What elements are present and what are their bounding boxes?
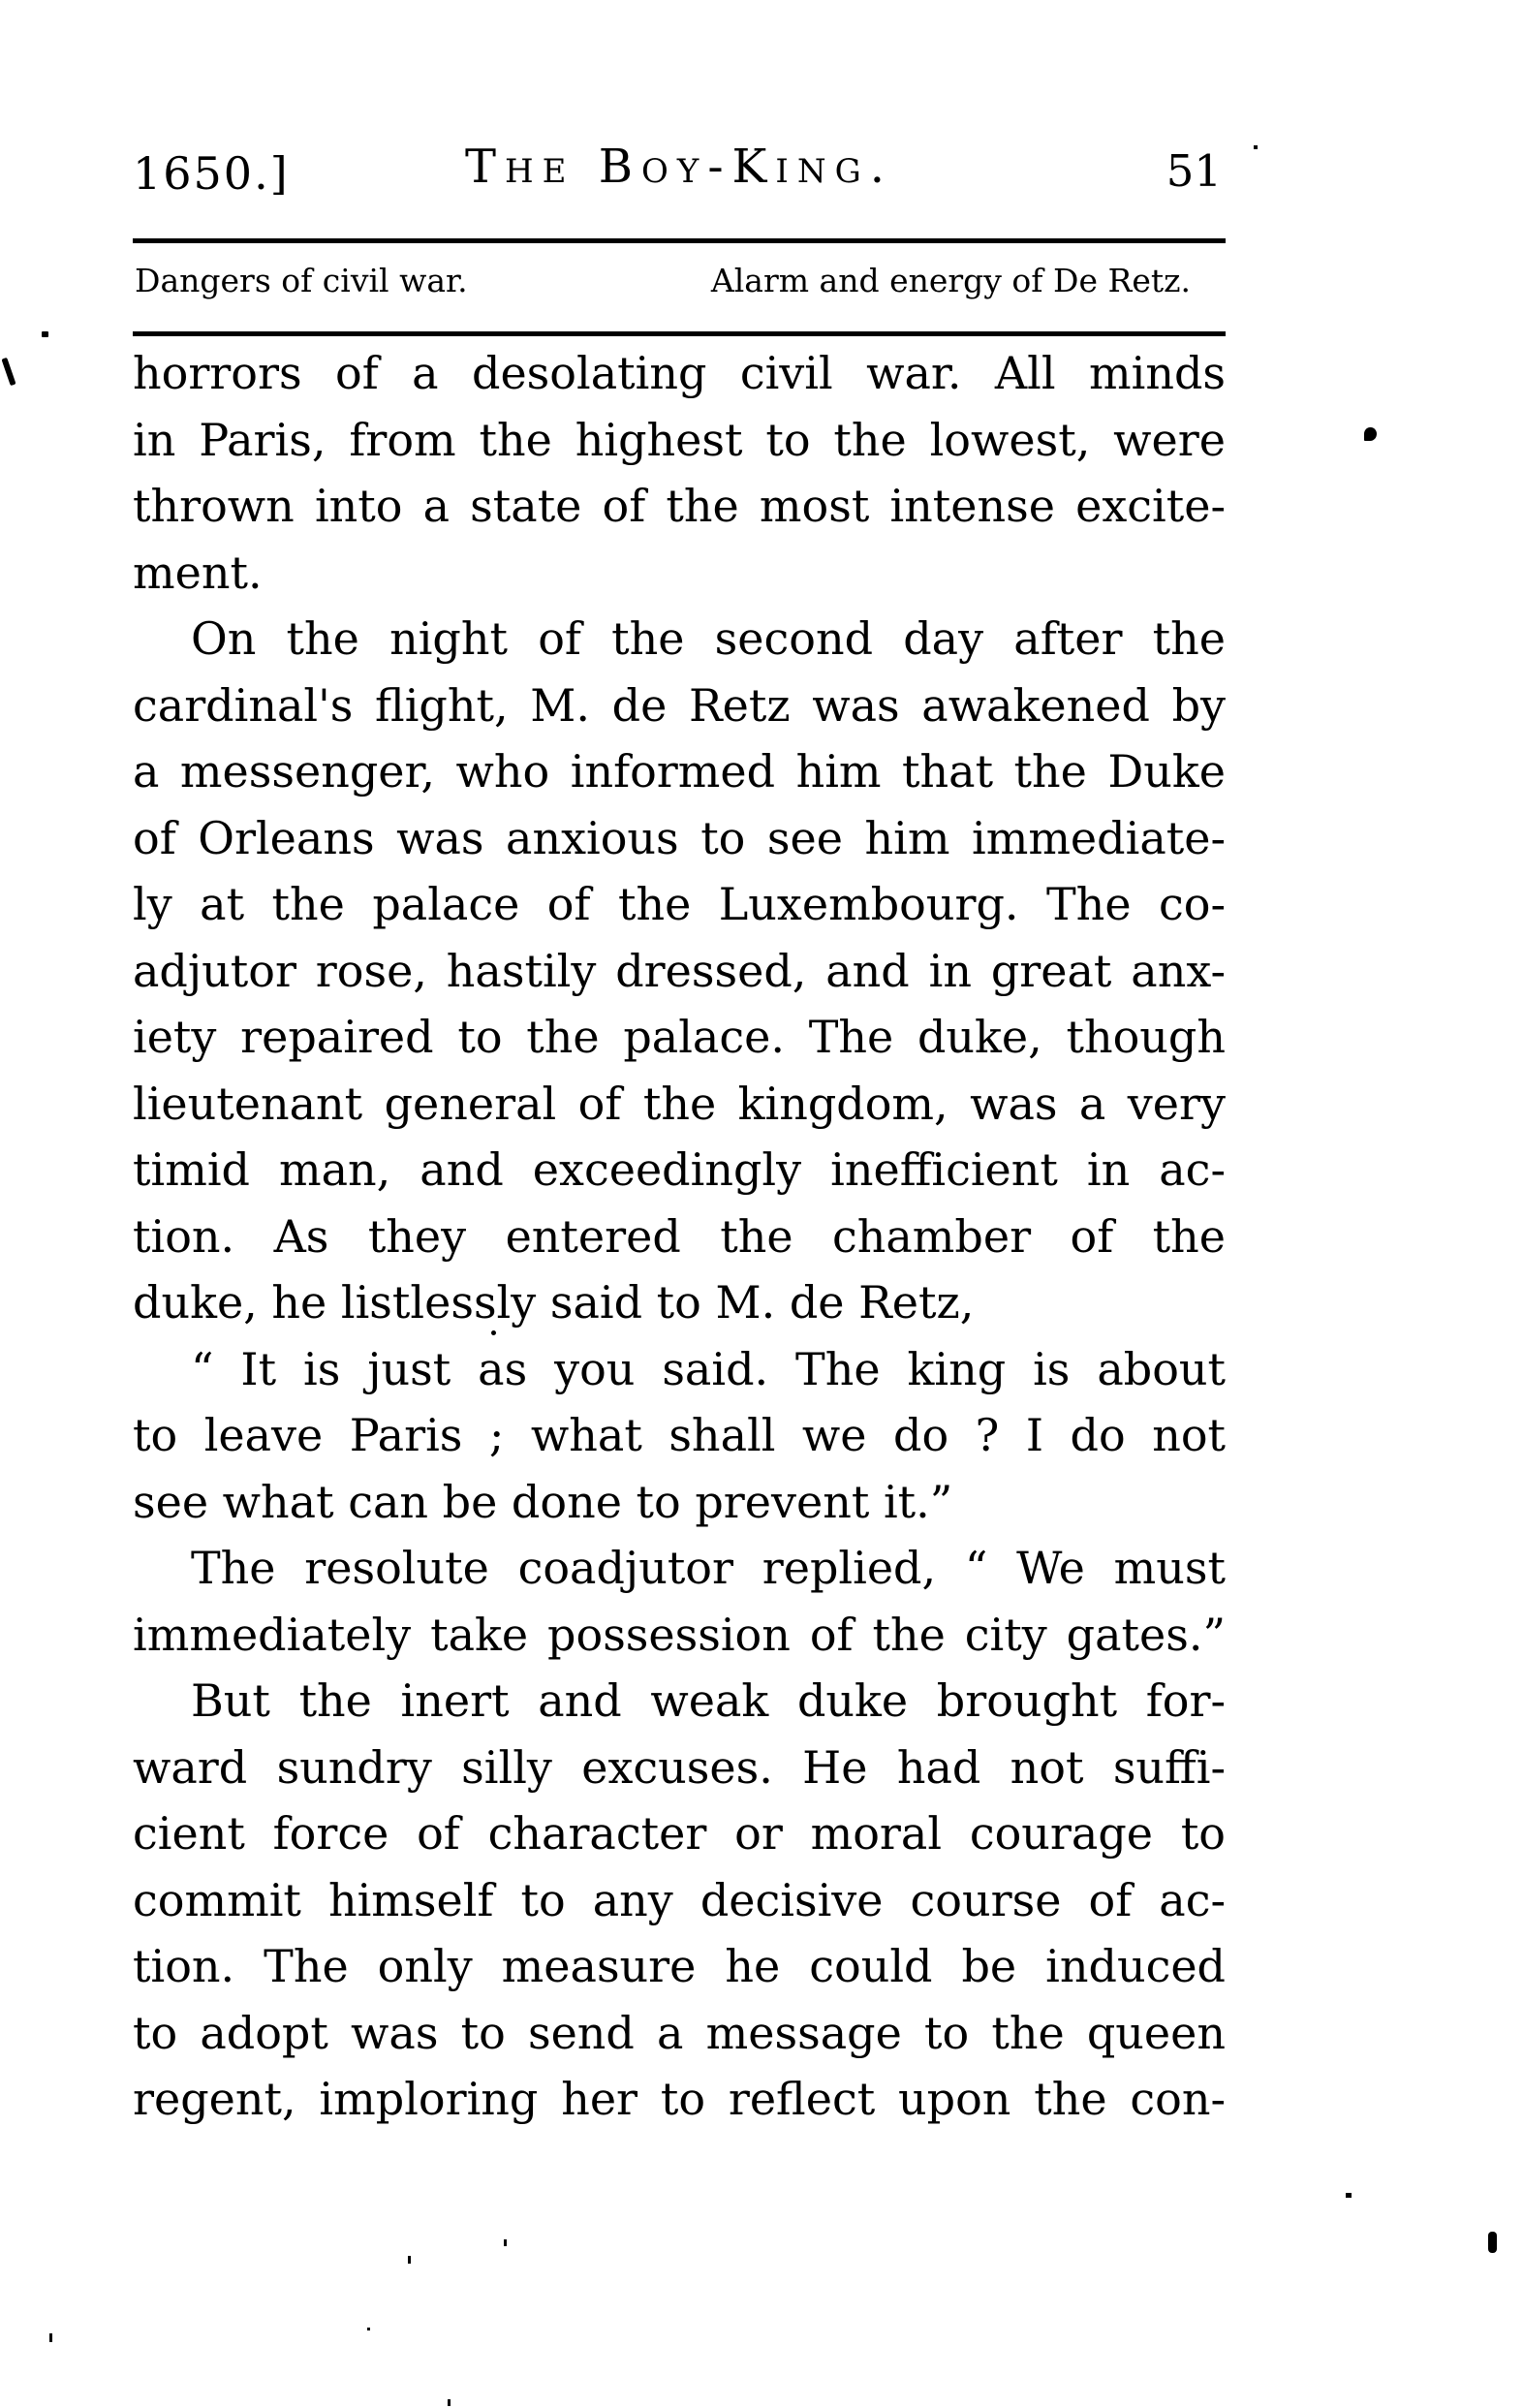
scan-artifact-blot [1364, 427, 1377, 441]
scan-artifact-dot [1346, 2193, 1352, 2198]
body-line: horrors of a desolating civil war. All minds [133, 347, 1226, 399]
scan-artifact-speck [448, 2399, 451, 2406]
scan-artifact-dot [491, 1330, 496, 1335]
paragraph-4 [133, 1535, 1226, 1668]
header-rule-bottom [133, 331, 1226, 336]
body-text [133, 340, 1226, 2133]
body-line: to adopt was to send a message to the queen [133, 2006, 1226, 2059]
scan-artifact-dot [1254, 145, 1258, 149]
scan-artifact-speck [408, 2256, 411, 2264]
body-line: ward sundry silly excuses. He had not suffi- [133, 1740, 1226, 1794]
body-line: ment. [133, 546, 263, 599]
body-line: duke, he listlessly said to M. de Retz, [133, 1276, 975, 1329]
body-line: regent, imploring her to reflect upon the con- [133, 2073, 1226, 2125]
running-head-right: Alarm and energy of De Retz. [710, 262, 1191, 299]
body-line: adjutor rose, hastily dressed, and in great anx- [133, 944, 1226, 997]
scan-artifact-speck [504, 2239, 507, 2246]
paragraph-2 [133, 606, 1226, 1336]
scan-artifact-speck [49, 2333, 52, 2342]
paragraph-1 [133, 340, 1226, 606]
page-title: The Boy-King. [464, 140, 893, 194]
header-rule-top [133, 238, 1226, 243]
running-heads [135, 262, 1226, 299]
body-line: tion. As they entered the chamber of the [133, 1209, 1226, 1263]
body-line: cient force of character or moral courage to [133, 1807, 1226, 1860]
paragraph-5 [133, 1668, 1226, 2133]
body-line: The resolute coadjutor replied, “ We must [191, 1542, 1226, 1594]
paragraph-3 [133, 1336, 1226, 1536]
body-line: cardinal's flight, M. de Retz was awakened by [133, 678, 1226, 732]
running-head-left: Dangers of civil war. [135, 262, 468, 299]
scan-artifact-blot [1488, 2232, 1497, 2253]
body-line: timid man, and exceedingly inefficient in ac- [133, 1143, 1226, 1196]
body-line: “ It is just as you said. The king is about [191, 1342, 1226, 1395]
body-line: to leave Paris ; what shall we do ? I do not [133, 1409, 1226, 1461]
page-header [133, 140, 1226, 207]
header-date: 1650.] [133, 147, 290, 200]
body-line: of Orleans was anxious to see him immediate- [133, 811, 1226, 864]
body-line: tion. The only measure he could be induced [133, 1940, 1226, 1992]
body-line: immediately take possession of the city gates.” [133, 1608, 1226, 1661]
body-line: see what can be done to prevent it.” [133, 1475, 953, 1528]
scan-artifact-slash [1, 358, 16, 386]
body-line: But the inert and weak duke brought for- [191, 1674, 1226, 1727]
scan-artifact-dot [42, 331, 48, 337]
page-number: 51 [1166, 145, 1222, 197]
body-line: a messenger, who informed him that the Duke [133, 745, 1226, 797]
body-line: lieutenant general of the kingdom, was a very [133, 1077, 1226, 1130]
body-line: commit himself to any decisive course of ac- [133, 1873, 1226, 1926]
scan-artifact-speck [367, 2328, 370, 2330]
body-line: in Paris, from the highest to the lowest, were [133, 413, 1226, 466]
body-line: ly at the palace of the Luxembourg. The co- [133, 878, 1226, 930]
body-line: thrown into a state of the most intense excite- [133, 480, 1226, 532]
body-line: iety repaired to the palace. The duke, though [133, 1011, 1226, 1063]
body-line: On the night of the second day after the [191, 612, 1226, 665]
